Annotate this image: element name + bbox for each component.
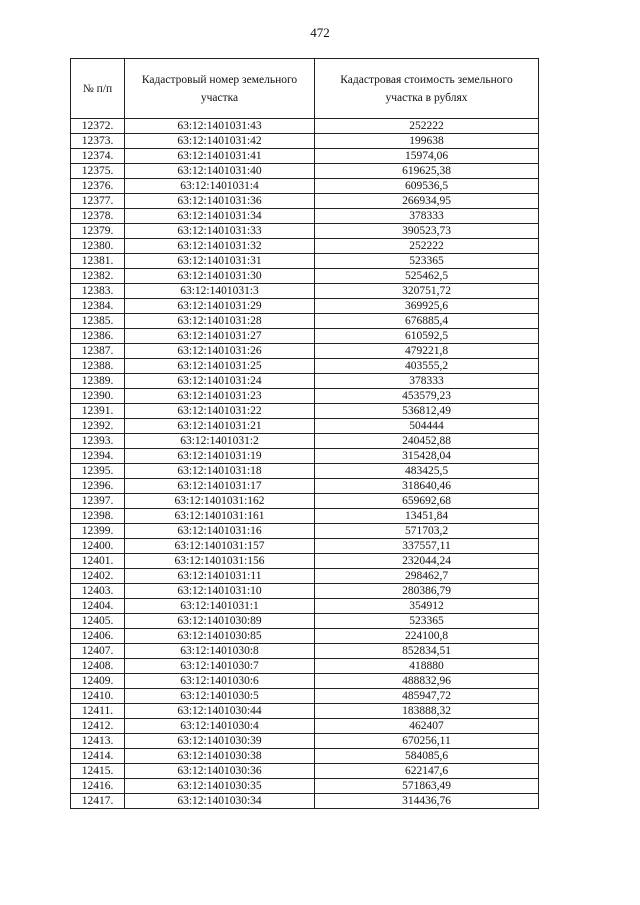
cadastral-number-cell: 63:12:1401031:27	[125, 329, 315, 344]
table-row	[71, 374, 539, 389]
table-row	[71, 149, 539, 164]
table-row	[71, 239, 539, 254]
table-row	[71, 659, 539, 674]
row-number-cell: 12393.	[71, 434, 125, 449]
cadastral-number-cell: 63:12:1401031:3	[125, 284, 315, 299]
table-row	[71, 764, 539, 779]
table-row	[71, 224, 539, 239]
table-body	[71, 119, 539, 809]
cadastral-value-cell: 15974,06	[315, 149, 539, 164]
table-row	[71, 449, 539, 464]
cadastral-number-cell: 63:12:1401031:30	[125, 269, 315, 284]
row-number-cell: 12386.	[71, 329, 125, 344]
cadastral-value-cell: 485947,72	[315, 689, 539, 704]
cadastral-value-cell: 609536,5	[315, 179, 539, 194]
row-number-cell: 12381.	[71, 254, 125, 269]
cadastral-number-cell: 63:12:1401031:33	[125, 224, 315, 239]
row-number-cell: 12372.	[71, 119, 125, 134]
table-row	[71, 389, 539, 404]
row-number-cell: 12379.	[71, 224, 125, 239]
cadastral-number-cell: 63:12:1401031:157	[125, 539, 315, 554]
cadastral-value-cell: 523365	[315, 254, 539, 269]
table-row	[71, 524, 539, 539]
table-row	[71, 554, 539, 569]
table-row	[71, 164, 539, 179]
cadastral-value-cell: 525462,5	[315, 269, 539, 284]
column-header-cadastral-number: Кадастровый номер земельного участка	[125, 59, 315, 119]
table-row	[71, 299, 539, 314]
cadastral-number-cell: 63:12:1401031:43	[125, 119, 315, 134]
row-number-cell: 12380.	[71, 239, 125, 254]
row-number-cell: 12388.	[71, 359, 125, 374]
row-number-cell: 12409.	[71, 674, 125, 689]
row-number-cell: 12391.	[71, 404, 125, 419]
row-number-cell: 12377.	[71, 194, 125, 209]
row-number-cell: 12398.	[71, 509, 125, 524]
cadastral-number-cell: 63:12:1401030:6	[125, 674, 315, 689]
cadastral-number-cell: 63:12:1401030:36	[125, 764, 315, 779]
cadastral-value-cell: 622147,6	[315, 764, 539, 779]
cadastral-value-cell: 224100,8	[315, 629, 539, 644]
cadastral-value-cell: 252222	[315, 119, 539, 134]
table-header-row	[71, 59, 539, 119]
table-row	[71, 194, 539, 209]
table-row	[71, 479, 539, 494]
table-row	[71, 644, 539, 659]
table-row	[71, 359, 539, 374]
row-number-cell: 12383.	[71, 284, 125, 299]
cadastral-value-cell: 852834,51	[315, 644, 539, 659]
row-number-cell: 12390.	[71, 389, 125, 404]
row-number-cell: 12404.	[71, 599, 125, 614]
table-row	[71, 539, 539, 554]
cadastral-value-cell: 670256,11	[315, 734, 539, 749]
cadastral-number-cell: 63:12:1401031:22	[125, 404, 315, 419]
row-number-cell: 12396.	[71, 479, 125, 494]
row-number-cell: 12416.	[71, 779, 125, 794]
row-number-cell: 12373.	[71, 134, 125, 149]
table-row	[71, 134, 539, 149]
table-row	[71, 434, 539, 449]
row-number-cell: 12405.	[71, 614, 125, 629]
cadastral-value-cell: 453579,23	[315, 389, 539, 404]
row-number-cell: 12376.	[71, 179, 125, 194]
cadastral-value-cell: 536812,49	[315, 404, 539, 419]
cadastral-number-cell: 63:12:1401030:44	[125, 704, 315, 719]
cadastral-number-cell: 63:12:1401031:28	[125, 314, 315, 329]
cadastral-value-cell: 483425,5	[315, 464, 539, 479]
cadastral-number-cell: 63:12:1401031:10	[125, 584, 315, 599]
cadastral-number-cell: 63:12:1401031:162	[125, 494, 315, 509]
cadastral-value-cell: 298462,7	[315, 569, 539, 584]
cadastral-number-cell: 63:12:1401031:36	[125, 194, 315, 209]
cadastral-number-cell: 63:12:1401031:24	[125, 374, 315, 389]
cadastral-number-cell: 63:12:1401031:23	[125, 389, 315, 404]
table-row	[71, 584, 539, 599]
table-row	[71, 734, 539, 749]
cadastral-value-cell: 232044,24	[315, 554, 539, 569]
cadastral-value-cell: 571703,2	[315, 524, 539, 539]
table-row	[71, 404, 539, 419]
cadastral-value-cell: 659692,68	[315, 494, 539, 509]
cadastral-value-cell: 504444	[315, 419, 539, 434]
table-row	[71, 704, 539, 719]
cadastral-value-cell: 418880	[315, 659, 539, 674]
cadastral-number-cell: 63:12:1401030:39	[125, 734, 315, 749]
cadastral-number-cell: 63:12:1401031:42	[125, 134, 315, 149]
cadastral-number-cell: 63:12:1401031:16	[125, 524, 315, 539]
row-number-cell: 12384.	[71, 299, 125, 314]
cadastral-number-cell: 63:12:1401031:29	[125, 299, 315, 314]
table-row	[71, 674, 539, 689]
cadastral-value-cell: 584085,6	[315, 749, 539, 764]
cadastral-value-cell: 354912	[315, 599, 539, 614]
cadastral-value-cell: 369925,6	[315, 299, 539, 314]
cadastral-number-cell: 63:12:1401030:34	[125, 794, 315, 809]
row-number-cell: 12375.	[71, 164, 125, 179]
cadastral-number-cell: 63:12:1401031:11	[125, 569, 315, 584]
row-number-cell: 12397.	[71, 494, 125, 509]
cadastral-number-cell: 63:12:1401030:7	[125, 659, 315, 674]
cadastral-number-cell: 63:12:1401031:26	[125, 344, 315, 359]
table-row	[71, 794, 539, 809]
row-number-cell: 12387.	[71, 344, 125, 359]
table-row	[71, 749, 539, 764]
row-number-cell: 12374.	[71, 149, 125, 164]
row-number-cell: 12408.	[71, 659, 125, 674]
table-row	[71, 569, 539, 584]
row-number-cell: 12407.	[71, 644, 125, 659]
row-number-cell: 12402.	[71, 569, 125, 584]
cadastral-value-cell: 571863,49	[315, 779, 539, 794]
cadastral-number-cell: 63:12:1401031:21	[125, 419, 315, 434]
cadastral-value-cell: 240452,88	[315, 434, 539, 449]
cadastral-number-cell: 63:12:1401031:32	[125, 239, 315, 254]
row-number-cell: 12382.	[71, 269, 125, 284]
table-row	[71, 509, 539, 524]
cadastral-number-cell: 63:12:1401031:34	[125, 209, 315, 224]
row-number-cell: 12417.	[71, 794, 125, 809]
table-row	[71, 344, 539, 359]
cadastral-value-cell: 337557,11	[315, 539, 539, 554]
table-row	[71, 179, 539, 194]
cadastral-value-cell: 488832,96	[315, 674, 539, 689]
cadastral-number-cell: 63:12:1401031:1	[125, 599, 315, 614]
cadastral-number-cell: 63:12:1401031:17	[125, 479, 315, 494]
cadastral-number-cell: 63:12:1401030:89	[125, 614, 315, 629]
cadastral-number-cell: 63:12:1401030:5	[125, 689, 315, 704]
row-number-cell: 12385.	[71, 314, 125, 329]
cadastral-value-cell: 403555,2	[315, 359, 539, 374]
cadastral-number-cell: 63:12:1401030:38	[125, 749, 315, 764]
cadastral-number-cell: 63:12:1401030:8	[125, 644, 315, 659]
cadastral-number-cell: 63:12:1401031:2	[125, 434, 315, 449]
cadastral-value-cell: 318640,46	[315, 479, 539, 494]
table-row	[71, 314, 539, 329]
cadastral-value-cell: 378333	[315, 209, 539, 224]
cadastral-number-cell: 63:12:1401030:85	[125, 629, 315, 644]
cadastral-value-cell: 610592,5	[315, 329, 539, 344]
cadastral-value-cell: 676885,4	[315, 314, 539, 329]
table-row	[71, 629, 539, 644]
row-number-cell: 12400.	[71, 539, 125, 554]
table-row	[71, 269, 539, 284]
cadastral-number-cell: 63:12:1401030:4	[125, 719, 315, 734]
cadastral-value-cell: 13451,84	[315, 509, 539, 524]
row-number-cell: 12399.	[71, 524, 125, 539]
row-number-cell: 12415.	[71, 764, 125, 779]
table-row	[71, 209, 539, 224]
table-row	[71, 254, 539, 269]
cadastral-value-cell: 320751,72	[315, 284, 539, 299]
row-number-cell: 12406.	[71, 629, 125, 644]
cadastral-value-cell: 619625,38	[315, 164, 539, 179]
cadastral-value-cell: 314436,76	[315, 794, 539, 809]
row-number-cell: 12412.	[71, 719, 125, 734]
row-number-cell: 12413.	[71, 734, 125, 749]
table-row	[71, 614, 539, 629]
cadastral-number-cell: 63:12:1401031:31	[125, 254, 315, 269]
table-row	[71, 419, 539, 434]
cadastral-value-cell: 378333	[315, 374, 539, 389]
cadastral-value-cell: 479221,8	[315, 344, 539, 359]
cadastral-value-cell: 266934,95	[315, 194, 539, 209]
row-number-cell: 12401.	[71, 554, 125, 569]
row-number-cell: 12389.	[71, 374, 125, 389]
cadastral-number-cell: 63:12:1401030:35	[125, 779, 315, 794]
row-number-cell: 12414.	[71, 749, 125, 764]
table-row	[71, 494, 539, 509]
cadastral-number-cell: 63:12:1401031:25	[125, 359, 315, 374]
page-number: 472	[310, 25, 330, 40]
cadastral-number-cell: 63:12:1401031:18	[125, 464, 315, 479]
row-number-cell: 12378.	[71, 209, 125, 224]
cadastral-value-cell: 462407	[315, 719, 539, 734]
cadastral-value-cell: 280386,79	[315, 584, 539, 599]
cadastral-number-cell: 63:12:1401031:156	[125, 554, 315, 569]
cadastral-value-cell: 390523,73	[315, 224, 539, 239]
cadastral-value-cell: 523365	[315, 614, 539, 629]
cadastral-number-cell: 63:12:1401031:40	[125, 164, 315, 179]
row-number-cell: 12410.	[71, 689, 125, 704]
row-number-cell: 12392.	[71, 419, 125, 434]
cadastral-number-cell: 63:12:1401031:41	[125, 149, 315, 164]
table-row	[71, 329, 539, 344]
cadastral-number-cell: 63:12:1401031:4	[125, 179, 315, 194]
column-header-cadastral-value: Кадастровая стоимость земельного участка в рублях	[315, 59, 539, 119]
cadastral-value-cell: 199638	[315, 134, 539, 149]
cadastral-value-cell: 315428,04	[315, 449, 539, 464]
cadastral-value-table	[70, 58, 539, 809]
row-number-cell: 12395.	[71, 464, 125, 479]
table-row	[71, 119, 539, 134]
row-number-cell: 12394.	[71, 449, 125, 464]
table-row	[71, 719, 539, 734]
table-row	[71, 599, 539, 614]
cadastral-number-cell: 63:12:1401031:19	[125, 449, 315, 464]
cadastral-value-cell: 183888,32	[315, 704, 539, 719]
table-row	[71, 284, 539, 299]
row-number-cell: 12411.	[71, 704, 125, 719]
table-row	[71, 464, 539, 479]
table-row	[71, 689, 539, 704]
cadastral-number-cell: 63:12:1401031:161	[125, 509, 315, 524]
row-number-cell: 12403.	[71, 584, 125, 599]
column-header-number: № п/п	[71, 59, 125, 119]
cadastral-value-cell: 252222	[315, 239, 539, 254]
table-row	[71, 779, 539, 794]
